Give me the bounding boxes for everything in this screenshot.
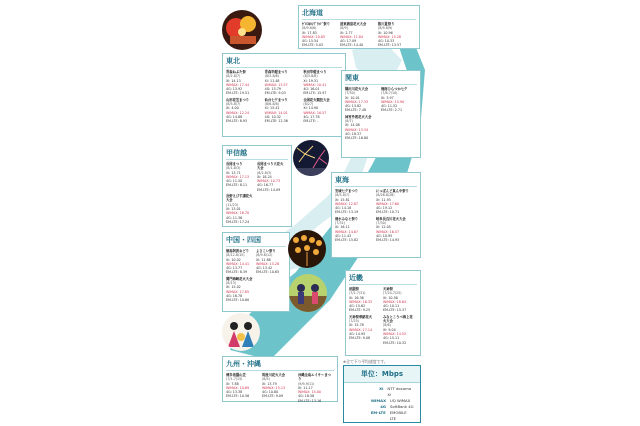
speed-xi: Xi: 11.17 (297, 385, 313, 390)
festival-date: (8/3-8/6) (264, 74, 280, 79)
speed-4g: 4G: 11.50 (226, 179, 243, 184)
speed-wimax: WiMAX: 15.00 (297, 390, 322, 395)
speed-em-lte: EM-LTE: 15.82 (335, 238, 359, 243)
festival-date: (8/12-8/15) (226, 253, 245, 258)
region-title: 中国・四国 (226, 235, 286, 247)
festival-entry (302, 22, 340, 48)
speed-4g: 4G: 15.11 (383, 336, 400, 341)
legend-rows (344, 383, 420, 425)
speed-em-lte: EM-LTE: 12.36 (264, 119, 288, 124)
festival-name: 隅田川花火大会 (345, 87, 369, 91)
speed-xi: Xi: 19.31 (303, 78, 319, 83)
festival-date: (11/23) (226, 202, 239, 207)
speed-xi: Xi: 3.97 (381, 95, 394, 100)
speed-wimax: WiMAX: 15.13 (261, 385, 286, 390)
speed-xi: Xi: 15.42 (264, 106, 280, 111)
speed-em-lte: EM-LTE: 10.32 (383, 340, 407, 345)
festival-name: 沖縄全島エイサーまつり (297, 373, 331, 382)
speed-xi: Xi: 14.08 (345, 123, 360, 128)
festival-entry (376, 217, 417, 243)
speed-em-lte: EM-LTE: 9.08 (349, 336, 371, 341)
festival-entry (335, 189, 376, 215)
entry-grid (335, 189, 417, 245)
festival-name: にっぽんど真ん中祭り (376, 189, 409, 193)
festival-date: (8/26-8/28) (376, 193, 395, 198)
speed-note: ※全て下り平均速度です。 (343, 359, 388, 364)
speed-wimax: WiMAX: 16.57 (376, 229, 400, 234)
region-title: 東北 (226, 56, 342, 68)
festival-date: (8/9-8/12) (256, 253, 273, 258)
festival-date: (7/31) (335, 221, 345, 226)
speed-em-lte: EM-LTE: 16.80 (345, 136, 369, 141)
festival-name: 湘南ひらつか七夕 (381, 87, 408, 91)
entry-grid (226, 249, 286, 305)
festival-name: ｾﾞﾛｽｵﾛﾝﾌﾞﾗﾝﾄﾞ祭り (302, 22, 331, 26)
speed-xi: Xi: 13.01 (226, 206, 241, 211)
speed-wimax: WiMAX: 15.28 (256, 261, 280, 266)
speed-wimax: WiMAX: 12.24 (226, 110, 250, 115)
speed-wimax: WiMAX: 16.70 (226, 211, 250, 216)
speed-wimax: WiMAX: 10.69 (226, 385, 250, 390)
festival-name: 天神祭奉納花火 (349, 314, 373, 319)
region-box-kinki (345, 270, 421, 356)
festival-date: (8/5) (261, 377, 270, 382)
speed-wimax: WiMAX: 10.41 (303, 82, 327, 87)
speed-xi: Xi: 15.81 (335, 197, 350, 202)
speed-xi: Xi: 18.24 (257, 174, 272, 179)
festival-date: (8/1-8/3) (226, 166, 241, 171)
speed-4g: 4G: 11.36 (226, 215, 243, 220)
speed-xi: Xi: 15.78 (349, 323, 364, 328)
festival-name: 阪川夏祭り (377, 22, 395, 26)
festival-entry (265, 70, 304, 96)
festival-date: (7/24-7/25) (383, 291, 402, 296)
festival-entry (378, 22, 416, 48)
legend-key: WiMAX (370, 398, 386, 403)
festival-date: (7/1-7/31) (349, 291, 366, 296)
speed-em-lte: EM-LTE: 14.09 (257, 187, 281, 192)
region-box-koshinetsu (222, 145, 292, 227)
legend-key: 4G (380, 404, 386, 409)
festival-date: (8/2-8/7) (226, 74, 241, 79)
festival-name: よさこい祭り (256, 249, 276, 253)
festival-date: (8/9-8/9) (377, 26, 393, 31)
speed-em-lte: EM-LTE: 10.65 (256, 270, 280, 275)
region-title: 近畿 (349, 273, 417, 285)
festival-name: 徳島阿波おどり (226, 249, 250, 253)
festival-entry (383, 315, 417, 345)
speed-em-lte: EM-LTE: 15.37 (383, 308, 407, 313)
festival-name: 全国花火競技大会 (303, 97, 330, 102)
legend-value: SoftBank 4G (390, 404, 414, 409)
speed-4g: 4G: 11.52 (381, 104, 398, 109)
speed-em-lte: EM-LTE: 7.48 (345, 108, 367, 113)
festival-name: 天神祭 (383, 287, 393, 291)
festival-name: 安城七夕まつり (335, 189, 359, 193)
festival-entry (226, 249, 256, 275)
speed-xi: Xi: 16.11 (335, 225, 350, 230)
speed-wimax: WiMAX: 16.33 (349, 299, 373, 304)
speed-wimax: WiMAX: 17.85 (226, 289, 250, 294)
festival-entry (226, 162, 257, 192)
speed-4g: 4G: 17.09 (339, 39, 357, 44)
region-title: 甲信越 (226, 148, 288, 160)
festival-entry (376, 189, 417, 215)
legend-value: UQ WiMAX (390, 398, 411, 403)
festival-date: (7/1-7/15) (226, 377, 243, 382)
speed-em-lte: EM-LTE: 8.11 (226, 183, 248, 188)
speed-em-lte: EM-LTE: 5.03 (302, 43, 324, 48)
speed-4g: 4G: 15.62 (349, 304, 366, 309)
speed-em-lte: EM-LTE: 10.71 (376, 210, 400, 215)
region-title: 九州・沖縄 (226, 359, 334, 371)
festival-date: (8/9) (339, 26, 348, 31)
festival-entry (303, 98, 342, 124)
speed-4g: 4G: 13.42 (256, 266, 273, 271)
entry-grid (226, 70, 342, 126)
speed-em-lte: EM-LTE: 15.97 (303, 91, 327, 96)
festival-entry (226, 277, 256, 303)
region-box-tohoku (222, 53, 346, 137)
speed-4g: 4G: 10.80 (261, 390, 279, 395)
entry-grid (345, 87, 417, 143)
speed-xi: Xi: 14.90 (303, 106, 319, 111)
festival-photo-lanterns (288, 230, 326, 268)
festival-name: 長岡まつり (226, 162, 243, 166)
festival-entry (340, 22, 378, 48)
entry-grid (302, 22, 416, 50)
speed-em-lte: EM-LTE: 14.93 (376, 238, 400, 243)
speed-4g: 4G: 16.77 (257, 183, 274, 188)
festival-date: (8/5-8/7) (226, 102, 241, 107)
legend-value: EMOBILE LTE (389, 410, 407, 421)
festival-date: (7/25) (349, 319, 359, 324)
unit-label: 単位：Mbps (344, 366, 420, 383)
speed-wimax: WiMAX: 12.87 (335, 201, 359, 206)
speed-wimax: WiMAX: 14.52 (383, 331, 407, 336)
festival-name: 関門海峡花火大会 (226, 276, 253, 281)
speed-4g: 4G: 13.38 (226, 390, 243, 395)
speed-wimax: WiMAX: 13.34 (345, 127, 369, 132)
speed-xi: Xi: 14.13 (226, 78, 241, 83)
festival-entry (226, 194, 257, 224)
speed-4g: 4G: 14.88 (226, 114, 243, 119)
festival-name: 仙台七夕まつり (264, 97, 288, 102)
speed-wimax: WiMAX: 14.01 (264, 110, 288, 115)
speed-wimax: WiMAX: 14.41 (226, 261, 250, 266)
speed-wimax: WiMAX: 17.14 (349, 327, 373, 332)
festival-date: (8/6) (383, 323, 391, 328)
legend-key: Xi (379, 386, 384, 391)
speed-xi: Xi: 10.02 (226, 257, 241, 262)
speed-4g: 4G: 16.78 (226, 293, 243, 298)
festival-name: 秋田竿燈まつり (303, 70, 327, 74)
festival-date: (8/3-8/6) (303, 74, 318, 79)
festival-entry (349, 315, 383, 345)
speed-wimax: WiMAX: 10.85 (302, 34, 326, 39)
speed-4g: 4G: 14.18 (335, 206, 352, 211)
festival-entry (345, 87, 381, 113)
speed-em-lte: EM-LTE: 13.16 (297, 398, 322, 403)
speed-xi: Xi: 13.79 (261, 381, 277, 386)
region-box-tokai (331, 172, 421, 258)
entry-grid (226, 373, 334, 405)
speed-xi: Xi: 9.04 (383, 327, 396, 332)
festival-entry (335, 217, 376, 243)
festival-entry (257, 162, 288, 192)
festival-date: (8/2-8/3) (257, 170, 272, 175)
festival-date: (8/7) (345, 119, 353, 124)
speed-wimax: WiMAX: 11.84 (339, 34, 364, 39)
speed-4g: 4G: 16.01 (303, 87, 320, 92)
festival-date: (8/27) (303, 102, 314, 107)
festival-date: (9/9-9/11) (297, 381, 315, 386)
speed-xi: Xi: 10.56 (383, 295, 398, 300)
festival-entry (265, 98, 304, 124)
festival-date: (7/30) (345, 91, 355, 96)
festival-name: 祇園祭 (349, 287, 359, 291)
speed-4g: 4G: 10.11 (383, 304, 400, 309)
festival-entry (226, 70, 265, 96)
speed-xi: Xi: 7.88 (226, 381, 239, 386)
speed-4g: 4G: 19.12 (376, 206, 393, 211)
speed-xi: Xi: 2.77 (339, 30, 353, 35)
region-title: 東海 (335, 175, 417, 187)
speed-xi: Xi: 10.96 (377, 30, 393, 35)
festival-name: 青森竿燈まつり (264, 70, 288, 74)
speed-4g: 4G: 15.79 (264, 87, 281, 92)
speed-4g: 4G: 13.82 (345, 104, 362, 109)
speed-4g: 4G: 10.32 (264, 114, 281, 119)
speed-wimax: WiMAX: 10.73 (257, 179, 281, 184)
speed-em-lte: EM-LTE: 19.51 (226, 91, 250, 96)
festival-entry (262, 373, 298, 403)
region-box-kyushu (222, 356, 338, 402)
festival-name: 道東納涼花火大会 (339, 22, 367, 26)
festival-date: (7/30) (376, 221, 386, 226)
festival-date: (8/13) (226, 281, 236, 286)
speed-em-lte: EM-LTE: 9.25 (349, 308, 371, 313)
speed-wimax: WiMAX: 18.84 (383, 299, 407, 304)
region-box-kanto (341, 70, 421, 158)
festival-entry (303, 70, 342, 96)
festival-name: 青森ねぶた祭 (226, 70, 246, 74)
festival-date: (8/5-8/7) (335, 193, 350, 198)
speed-4g: 4G: 18.37 (345, 131, 362, 136)
festival-name: 清水みなと祭り (335, 216, 359, 221)
speed-xi: Xi: 16.36 (349, 295, 364, 300)
festival-photo-nebuta (222, 10, 262, 50)
speed-wimax: WiMAX: 17.44 (226, 82, 250, 87)
speed-4g: 4G: 10.33 (377, 39, 395, 44)
speed-em-lte: EM-LTE: 10.60 (226, 298, 250, 303)
unit-legend (343, 365, 421, 423)
speed-em-lte: EM-LTE: 8.39 (226, 270, 248, 275)
speed-xi: Xi: 17.83 (302, 30, 317, 35)
speed-4g: 4G: 11.43 (335, 233, 352, 238)
festival-photo-fireworks (293, 140, 329, 176)
festival-name: 山形花笠まつり (226, 97, 250, 102)
festival-name: 筑後川花火大会 (261, 373, 286, 377)
region-title: 関東 (345, 73, 417, 85)
festival-entry (298, 373, 334, 403)
festival-photo-dancers (289, 274, 327, 312)
festival-name: 神宮外苑花火大会 (345, 114, 372, 119)
festival-entry (256, 249, 286, 275)
festival-name: 岐阜長良川花火大会 (376, 216, 406, 221)
festival-name: 長野えびす講花火大会 (226, 194, 253, 203)
festival-date: (8/6-8/8) (264, 102, 280, 107)
entry-grid (226, 162, 288, 226)
festival-entry (383, 287, 417, 313)
speed-xi: Xi: 11.88 (256, 257, 271, 262)
speed-4g: 4G: 14.95 (349, 331, 366, 336)
festival-date: (8/9-8/6) (302, 26, 317, 31)
festival-entry (349, 287, 383, 313)
speed-em-lte: EM-LTE: 10.56 (226, 394, 250, 399)
speed-em-lte: EM-LTE: 8.93 (226, 119, 248, 124)
speed-4g: 4G: 10.95 (376, 233, 393, 238)
legend-key: EM-LTE (370, 410, 386, 415)
speed-xi: Xi: 12.05 (376, 225, 391, 230)
speed-em-lte: EM-LTE: - (303, 119, 319, 124)
festival-entry (226, 98, 265, 124)
speed-xi: Xi: 11.93 (376, 197, 391, 202)
speed-xi: Xi: 15.02 (226, 285, 241, 290)
speed-wimax: WiMAX: 13.57 (264, 82, 288, 87)
speed-4g: 4G: 17.78 (303, 114, 320, 119)
legend-row (350, 386, 414, 398)
speed-em-lte: EM-LTE: 9.09 (261, 394, 284, 399)
region-box-chugoku (222, 232, 290, 312)
speed-wimax: WiMAX: 15.28 (377, 34, 402, 39)
festival-entry (345, 115, 381, 141)
speed-xi: Xi: 10.01 (345, 95, 360, 100)
legend-row (350, 410, 414, 422)
speed-wimax: WiMAX: 14.67 (335, 229, 359, 234)
speed-em-lte: EM-LTE: 13.19 (335, 210, 359, 215)
speed-xi: Xi: 4.00 (226, 106, 239, 111)
legend-value: NTT docomo Xi (387, 386, 412, 397)
speed-em-lte: EM-LTE: 9.03 (264, 91, 286, 96)
speed-4g: 4G: 13.92 (226, 87, 243, 92)
speed-4g: 4G: 13.77 (226, 266, 243, 271)
festival-entry (381, 87, 417, 113)
speed-wimax: WiMAX: 17.60 (376, 201, 400, 206)
speed-em-lte: EM-LTE: 13.57 (377, 43, 402, 48)
speed-4g: 4G: 18.58 (297, 394, 315, 399)
speed-em-lte: EM-LTE: 2.71 (381, 108, 403, 113)
entry-grid (349, 287, 417, 347)
festival-photo-eisa (222, 313, 260, 351)
festival-name: 博多祇園山笠 (226, 373, 246, 377)
festival-name: 長岡まつり大花火大会 (257, 162, 284, 171)
speed-wimax: WiMAX: 15.90 (381, 99, 405, 104)
festival-entry (226, 373, 262, 403)
region-title: 北海道 (302, 8, 416, 20)
speed-wimax: WiMAX: 17.13 (226, 174, 250, 179)
speed-4g: 4G: 15.54 (302, 39, 319, 44)
speed-em-lte: EM-LTE: 17.24 (226, 219, 250, 224)
speed-xi: Xi: 13.71 (226, 170, 241, 175)
festival-date: (7/8-7/10) (381, 91, 398, 96)
speed-xi: Xi: 11.48 (264, 78, 280, 83)
region-box-hokkaido (298, 5, 420, 49)
speed-wimax: WiMAX: 17.33 (345, 99, 369, 104)
speed-em-lte: EM-LTE: 14.40 (339, 43, 364, 48)
festival-name: みなとこうべ海上花火大会 (383, 314, 413, 324)
speed-wimax: WiMAX: 16.57 (303, 110, 327, 115)
